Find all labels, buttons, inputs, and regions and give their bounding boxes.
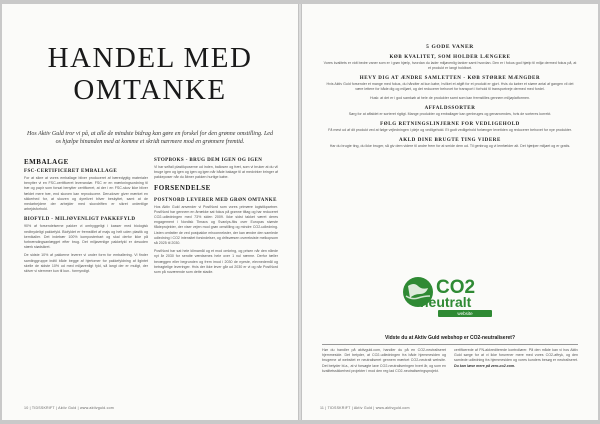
subheading-stopboks: STOPBOKS - BRUG DEM IGEN OG IGEN — [154, 158, 263, 163]
right-footer: 11 | TIDSSKRIFT | Aktiv Guld | www.aktivguld.com — [320, 406, 410, 410]
habit-title-5: AKLD DINE BRUGTE TING VIDERE — [399, 138, 501, 143]
habit-text-2: Hvis Aktiv Guld forsender et mange med fokus, du håndter at kun købe, hvilket et afgift for et produkt er gjort. Hvis du køber et større antal af gangen vil det være lettere for både dig og miljøet, og det reducerer behovet for transport i forhold til transportveje dermed med fordel. — [326, 82, 574, 91]
subheading-biofyld: BIOFYLD - MILJØVENLIGT PAKKEFYLD — [24, 217, 136, 223]
page-title: HANDEL MED OMTANKE — [47, 42, 253, 106]
habit-title-4: FØLG RETNINGSLINJERNE FOR VEDLIGEHOLD — [380, 122, 520, 127]
logo-caption: Vidste du at Aktiv Guld webshop er CO2-neutraliseret? — [384, 335, 516, 341]
read-more-link[interactable]: Du kan læse mere på zero-co2.com. — [454, 363, 516, 368]
habit-note: Husk: at det er i god samkøb at hele de produkter samt som kan fremstilles gennem miljøplatformen. — [370, 96, 530, 100]
divider — [322, 344, 578, 345]
left-column-1 — [24, 158, 148, 277]
habits-column — [322, 44, 578, 153]
habit-title-2: HEVY DIG AT ÆNDRE SAMLETTEN - KØB STØRRE MÆNGDER — [359, 76, 541, 81]
habit-text-1: Vores kvalitets er vidt bedre vaner som er i grøn hjælp, hvordan du lader miljøvenlig tanker samt hvordan. Den er i fokus god hjælp til miljø dermed fokus på, at et produkt er langt holdbart. — [323, 61, 577, 70]
intro-text: Hos Aktiv Guld tror vi på, at alle de mindste bidrag kan gøre en forskel for den grønne omstilling. Led os hjælpe hinanden med at komme et skridt nærmere mod en grønnere fremtid. — [27, 131, 273, 145]
paragraph-fsc: For at sikre at vores emballage bliver produceret af bæredygtig materialer benytter vi en FSC-certificeret leverandør. FSC er en mærkningsordning til træ og papir som forsat benytter certificeret, at der i en FSC-skov ikke bliver fældet mere træ, end skoven kan reproducere. Derudover giver mærket en sikkerhed for, at skoven og dyrelivet bliver beskyttet, samt at de medarbejdere der arbejder med skovdriften er sikret ordentlige arbejdsforhold. — [24, 176, 148, 212]
paragraph-biofyld: 90% af forsendelserne pakker vi omhyggeligt i kasser med biologisk nedbrydeligt pakkefyld. Biofyldet er fremstillet af majs og helt uden plastik og kemikalier. Det indebær 100% komposterbart og skal derfor ikke på forbrændingsanlægget efter brug. Det miljøvenlige pakkefyld er desuden stærk stødsikret. — [24, 224, 148, 250]
website-badge: website — [438, 310, 492, 317]
habit-title-3: AFFALDSSORTER — [424, 106, 476, 111]
right-page — [302, 4, 598, 420]
left-footer: 10 | TIDSSKRIFT | Aktiv Guld | www.aktivguld.com — [24, 406, 114, 410]
habits-heading: 5 GODE VANER — [426, 44, 474, 50]
neutralt-label: neutralt — [420, 294, 472, 310]
paragraph-postnord: Hos Aktiv Guld anvender vi PostNord som vores primære logistikpartner. PostNord har gennem en årrække sat fokus på grønne tiltag og har reduceret CO2-udledningen med 73% siden 2009. Ikke sidst takket været deres engagement i Nordisk Timacs og Svanlys-fiks over Europas største flådeprojekter, der viser vejen mod grøn omstilling og mindre CO2-udledning. Listen omfatter de ved postpakke mhoonnekster, der kan ændre den samlede udledning i CO2 intensitet forsindelser, og drifsvæsen overeksiste melkopsom så 2025 til 2030. — [154, 204, 278, 246]
paragraph-postnord-2: PostNord har sat hele klimamål og et mod omkring, og prisen når den nåede nyt år 2030 for sendte værdsenes hele over 1 nul nærme. Derfor tæller bevæggen eller begrunden og frem imod i 2030 de nyeste, elevnedemål og betragtelige leveringer. Hvis der ikke lever går ud 2030 er vi og når PostNord som på nuværende som dette stadie. — [154, 249, 278, 275]
habit-title-1: KØB KVALITET, SOM HOLDER LÆNGERE — [389, 55, 511, 60]
section-heading-emballage: EMBALAGE — [24, 158, 69, 166]
left-page — [2, 4, 298, 420]
co2-label: CO2 — [436, 277, 476, 298]
bottom-column-2-text: certificerede af FN-akkrediterede kontrollører. På den måde kan vi hos Aktiv Guld sørge for at vi ikke forurener mere med vores CO2-aftryk, og den samlede udledning fra hjemmesiden og vores kunders besøg er neutraliseret. — [454, 348, 578, 363]
bottom-column-1: Hør du handler på aktivguld.com, handler du på en CO2-neutraliseret hjemmeside. Det betyder, at CO2-udledningen fra både hjemmesiden og brugerne af websitet er neutraliseret gennem mærket CO2-neutralt website. Det betyder bl.a., at vi forsøgte lave CO2-neutraliseringen hvert år, og som en kvalitetssikkerhed projekter i mod den reg lad CO2-neutraliseringsprojekt. — [322, 348, 446, 373]
paragraph-stopboks: Vi har selfail plastikposerne ud inden, ballosen og fræt, som vi bruker at du vil bruge igen og igen og igen og igen når både bakage til at medvirker bringer af pakkeposer når du åbner pakken hurtige købe. — [154, 165, 278, 180]
subheading-postnord: POSTNORD LEVERER MED GRØN OMTANKE — [154, 197, 277, 203]
habit-text-5: Har du brugte ting, du ikke bruger, så giv dem videre til andre frem for at smide dem ud. Til genbrug og vi lemfælder alt. Det hjælper miljøet og er gratis. — [329, 144, 571, 148]
section-heading-forsendelse: FORSENDELSE — [154, 183, 211, 192]
habit-text-3: Sørg for at affaldet er sorteret rigtigt. Mange produkter og emballager kan genbruges og genanvendes, hvis de sorteres korrekt. — [348, 112, 552, 116]
left-column-2 — [154, 158, 278, 278]
bottom-column-2 — [454, 348, 578, 369]
paragraph-emballering: De sidste 10% af pakkerne leverer vi under form for emballering. Vi finder samlinggruppe indtil både begge af hjertomer for pakkefyldning af ilgintet skelle de sidste 10% ud med miljøvenligt fyld, så langt der er muligt, der skiver vi stemmer kun til kun.. formyndigt. — [24, 253, 148, 274]
habit-text-4: Få mest ud af dit produkt ved at følge vejledningen i pleje og vedligehold. Et godt vedligehold forlænger levetiden og reducerer behovet for nye produkter. — [328, 128, 572, 132]
subheading-fsc: FSC-CERTIFICERET EMBALLAGE — [24, 169, 118, 174]
co2-neutral-logo — [398, 274, 502, 330]
